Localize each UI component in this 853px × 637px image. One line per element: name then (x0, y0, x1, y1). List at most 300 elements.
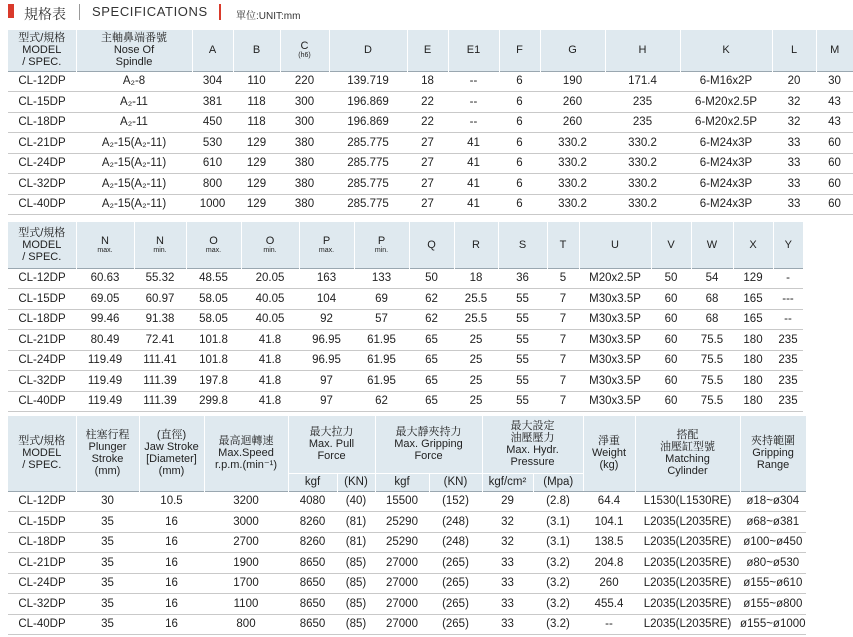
table-cell: 65 (409, 350, 454, 371)
table-cell: 97 (299, 371, 354, 392)
table-cell: 55 (498, 289, 547, 310)
table-cell: 380 (280, 194, 329, 215)
table-cell: 6 (499, 133, 540, 154)
column-header (299, 222, 354, 268)
table-cell: 62 (409, 309, 454, 330)
table-cell: 62 (354, 391, 409, 412)
table-cell: 50 (409, 268, 454, 289)
table-cell: 33 (772, 174, 816, 195)
table-cell: 6-M24x3P (680, 174, 772, 195)
header-subtext: max. (205, 246, 222, 254)
header-text: M (830, 44, 840, 57)
table-cell: 16 (139, 553, 204, 574)
table-row (8, 512, 806, 533)
table-cell: (248) (429, 512, 482, 533)
header-text: 最大設定 (510, 420, 555, 433)
table-cell: 165 (733, 289, 773, 310)
table-cell: 330.2 (605, 153, 680, 174)
header-max-hydr-pressure (482, 416, 583, 473)
table-cell: 33 (772, 194, 816, 215)
table-cell: 119.49 (76, 350, 134, 371)
column-header (733, 222, 773, 268)
column-header (772, 30, 816, 71)
table-cell: -- (448, 71, 499, 92)
table-cell: 25290 (375, 532, 429, 553)
table-cell: 330.2 (540, 153, 605, 174)
table-cell: 68 (691, 289, 733, 310)
table-cell: 197.8 (186, 371, 241, 392)
table-cell: 33 (482, 553, 533, 574)
table-cell: 330.2 (605, 194, 680, 215)
table-cell: 165 (733, 309, 773, 330)
table-cell: 111.39 (134, 371, 186, 392)
header-max-pull-force (288, 416, 375, 473)
header-text: P (377, 234, 386, 247)
header-text: Plunger (88, 441, 127, 454)
table-cell: 61.95 (354, 330, 409, 351)
table-cell: 6 (499, 92, 540, 113)
header-text: A (208, 44, 217, 57)
table-cell: (81) (337, 532, 375, 553)
table-cell: 35 (76, 594, 139, 615)
table-cell: (265) (429, 573, 482, 594)
table-cell: 32 (482, 512, 533, 533)
table-cell: 25.5 (454, 309, 498, 330)
table-cell: 111.41 (134, 350, 186, 371)
table-cell: 190 (540, 71, 605, 92)
table-cell: 60 (816, 153, 853, 174)
column-header (407, 30, 448, 71)
table-row (8, 594, 806, 615)
model-cell: CL-18DP (8, 309, 76, 330)
spec-table-performance (8, 416, 806, 635)
header-text: 最高迴轉速 (218, 435, 274, 448)
table-cell: 50 (651, 268, 691, 289)
table-cell: 30 (76, 491, 139, 512)
table-cell: 60 (651, 309, 691, 330)
table-cell: L1530(L1530RE) (635, 491, 740, 512)
model-cell: CL-18DP (8, 532, 76, 553)
table-cell: 285.775 (329, 153, 407, 174)
table-cell: 55 (498, 391, 547, 412)
table-cell: 72.41 (134, 330, 186, 351)
header-text: R (472, 238, 480, 251)
table-cell: 330.2 (605, 174, 680, 195)
table-cell: 6 (499, 112, 540, 133)
table-cell: 25 (454, 391, 498, 412)
table-cell: 64.4 (583, 491, 635, 512)
table-cell: 299.8 (186, 391, 241, 412)
header-text: 最大靜夾持力 (395, 426, 462, 439)
table-cell: 69 (354, 289, 409, 310)
header-text: 型式/規格 (18, 32, 66, 45)
table-header-row (8, 222, 803, 268)
table-cell: 55.32 (134, 268, 186, 289)
table-cell: (85) (337, 573, 375, 594)
table-cell: 60.97 (134, 289, 186, 310)
table-cell: (85) (337, 614, 375, 635)
header-text: Gripping (752, 447, 794, 460)
header-text: MODEL (22, 447, 62, 460)
header-text: E1 (466, 44, 481, 57)
header-text: V (667, 238, 675, 251)
table-cell: M30x3.5P (579, 391, 651, 412)
table-cell: 8650 (288, 594, 337, 615)
title-divider-accent (219, 4, 221, 20)
header-unit-mpa: (Mpa) (533, 473, 583, 491)
table-cell: ø18~ø304 (740, 491, 806, 512)
header-subtext: max. (97, 246, 113, 254)
header-text: / SPEC. (22, 459, 62, 472)
table-cell: 92 (299, 309, 354, 330)
table-cell: M30x3.5P (579, 330, 651, 351)
table-cell: 6-M20x2.5P (680, 112, 772, 133)
table-cell: 8650 (288, 553, 337, 574)
table-cell: L2035(L2035RE) (635, 594, 740, 615)
column-header (499, 30, 540, 71)
table-cell: 41 (448, 194, 499, 215)
header-subtext: min. (263, 246, 277, 254)
table-cell: 60 (651, 289, 691, 310)
model-cell: CL-21DP (8, 553, 76, 574)
table-cell: A₂-15(A₂-11) (76, 174, 192, 195)
table-cell: ø155~ø1000 (740, 614, 806, 635)
table-cell: 285.775 (329, 133, 407, 154)
table-cell: 330.2 (540, 174, 605, 195)
model-cell: CL-12DP (8, 491, 76, 512)
table-cell: 285.775 (329, 194, 407, 215)
table-cell: 65 (409, 371, 454, 392)
table-cell: 6-M24x3P (680, 153, 772, 174)
table-cell: 27000 (375, 573, 429, 594)
model-cell: CL-40DP (8, 194, 76, 215)
column-header (605, 30, 680, 71)
column-header (816, 30, 853, 71)
table-cell: 260 (540, 92, 605, 113)
header-text: Max. Hydr. (506, 444, 559, 457)
table-cell: 65 (409, 391, 454, 412)
table-cell: (265) (429, 614, 482, 635)
table-cell: 27000 (375, 594, 429, 615)
table-cell: 380 (280, 133, 329, 154)
table-row (8, 133, 853, 154)
table-cell: 25 (454, 330, 498, 351)
model-cell: CL-15DP (8, 512, 76, 533)
table-cell: 7 (547, 289, 579, 310)
table-row (8, 553, 806, 574)
table-cell: 180 (733, 391, 773, 412)
header-text: E (423, 44, 432, 57)
table-cell: (85) (337, 553, 375, 574)
title-en: SPECIFICATIONS (92, 4, 208, 19)
header-text: 型式/規格 (18, 435, 66, 448)
header-subtext: (h6) (298, 52, 311, 60)
header-text: 夾持範圍 (751, 435, 796, 448)
table-cell: 16 (139, 594, 204, 615)
table-cell: 138.5 (583, 532, 635, 553)
table-cell: 33 (772, 153, 816, 174)
table-row (8, 491, 806, 512)
table-cell: (3.1) (533, 512, 583, 533)
table-row (8, 391, 803, 412)
column-header (651, 222, 691, 268)
header-text: Spindle (115, 56, 153, 69)
table-cell: 180 (733, 330, 773, 351)
table-cell: 300 (280, 92, 329, 113)
table-cell: 3000 (204, 512, 288, 533)
column-header (76, 30, 192, 71)
table-cell: 7 (547, 330, 579, 351)
table-cell: A₂-8 (76, 71, 192, 92)
column-header (329, 30, 407, 71)
table-cell: M30x3.5P (579, 309, 651, 330)
table-cell: 6 (499, 71, 540, 92)
table-cell: 57 (354, 309, 409, 330)
table-cell: 41.8 (241, 330, 299, 351)
column-header (280, 30, 329, 71)
table-cell: 96.95 (299, 330, 354, 351)
header-text: O (265, 234, 275, 247)
table-cell: 1000 (192, 194, 233, 215)
model-cell: CL-24DP (8, 573, 76, 594)
table-cell: 65 (409, 330, 454, 351)
table-cell: 235 (605, 92, 680, 113)
table-row (8, 92, 853, 113)
model-cell: CL-32DP (8, 174, 76, 195)
header-weight (583, 416, 635, 491)
model-cell: CL-21DP (8, 330, 76, 351)
table-cell: 22 (407, 92, 448, 113)
table-cell: 60 (816, 174, 853, 195)
header-text: 油壓缸型號 (660, 441, 715, 454)
table-cell: 33 (772, 133, 816, 154)
column-header (680, 30, 772, 71)
model-cell: CL-24DP (8, 153, 76, 174)
table-cell: 41.8 (241, 350, 299, 371)
table-cell: 55 (498, 309, 547, 330)
table-cell: 69.05 (76, 289, 134, 310)
table-cell: 235 (773, 350, 803, 371)
table-cell: A₂-15(A₂-11) (76, 153, 192, 174)
header-text: Force (317, 450, 346, 463)
table-cell: 3200 (204, 491, 288, 512)
table-cell: 27 (407, 174, 448, 195)
table-cell: 163 (299, 268, 354, 289)
table-cell: 25.5 (454, 289, 498, 310)
table-cell: 455.4 (583, 594, 635, 615)
table-row (8, 614, 806, 635)
table-cell: 18 (407, 71, 448, 92)
table-cell: 40.05 (241, 289, 299, 310)
table-cell: 610 (192, 153, 233, 174)
table-cell: 35 (76, 532, 139, 553)
table-row (8, 112, 853, 133)
table-cell: (40) (337, 491, 375, 512)
table-cell: 8650 (288, 573, 337, 594)
table-cell: 7 (547, 350, 579, 371)
table-cell: 5 (547, 268, 579, 289)
column-header (241, 222, 299, 268)
table-cell: L2035(L2035RE) (635, 573, 740, 594)
table-cell: 91.38 (134, 309, 186, 330)
table-cell: 97 (299, 391, 354, 412)
table-cell: 25 (454, 371, 498, 392)
table-cell: 330.2 (605, 133, 680, 154)
table-cell: 330.2 (540, 133, 605, 154)
table-cell: (152) (429, 491, 482, 512)
header-text: 型式/規格 (18, 226, 66, 239)
header-text: Q (427, 238, 436, 251)
table-cell: 43 (816, 92, 853, 113)
title-divider (79, 4, 80, 20)
table-cell: 381 (192, 92, 233, 113)
column-header (8, 222, 76, 268)
table-cell: 22 (407, 112, 448, 133)
table-cell: 54 (691, 268, 733, 289)
table-cell: 139.719 (329, 71, 407, 92)
header-text: MODEL (22, 44, 62, 57)
table-cell: 16 (139, 614, 204, 635)
table-cell: 75.5 (691, 391, 733, 412)
table-cell: (248) (429, 532, 482, 553)
column-header (691, 222, 733, 268)
table-cell: 41 (448, 174, 499, 195)
table-cell: -- (448, 92, 499, 113)
table-cell: 27 (407, 133, 448, 154)
header-text: X (749, 238, 757, 251)
table-cell: 196.869 (329, 92, 407, 113)
header-text: MODEL (22, 238, 62, 251)
table-row (8, 330, 803, 351)
header-unit-kgf: kgf (375, 473, 429, 491)
header-text: Max. Gripping (394, 438, 463, 451)
table-cell: 80.49 (76, 330, 134, 351)
table-cell: 55 (498, 330, 547, 351)
table-cell: (3.2) (533, 553, 583, 574)
table-cell: ø80~ø530 (740, 553, 806, 574)
table-cell: 800 (192, 174, 233, 195)
table-cell: 304 (192, 71, 233, 92)
header-matching-cylinder (635, 416, 740, 491)
header-text: Max.Speed (218, 447, 274, 460)
table-cell: 60 (651, 391, 691, 412)
table-cell: 119.49 (76, 371, 134, 392)
table-row (8, 309, 803, 330)
header-text: 主軸鼻端番號 (101, 32, 167, 45)
table-cell: 133 (354, 268, 409, 289)
table-cell: (3.1) (533, 532, 583, 553)
table-cell: (85) (337, 594, 375, 615)
column-header (186, 222, 241, 268)
header-text: Stroke (91, 453, 124, 466)
column-header (134, 222, 186, 268)
header-text: (mm) (158, 465, 185, 478)
table-cell: 129 (233, 153, 280, 174)
header-unit-kn: (KN) (337, 473, 375, 491)
table-cell: 27 (407, 194, 448, 215)
column-header (540, 30, 605, 71)
table-cell: M30x3.5P (579, 371, 651, 392)
table-cell: 101.8 (186, 350, 241, 371)
table-cell: M20x2.5P (579, 268, 651, 289)
header-text: Jaw Stroke (144, 441, 199, 454)
header-text: F (516, 44, 523, 57)
header-text: / SPEC. (22, 56, 62, 69)
model-cell: CL-12DP (8, 268, 76, 289)
table-cell: 6-M24x3P (680, 194, 772, 215)
header-text: L (790, 44, 798, 57)
table-cell: ø155~ø610 (740, 573, 806, 594)
table-cell: 60.63 (76, 268, 134, 289)
table-cell: 6 (499, 194, 540, 215)
header-max-gripping-force (375, 416, 482, 473)
table-cell: 33 (482, 594, 533, 615)
table-cell: 43 (816, 112, 853, 133)
table-cell: 33 (482, 573, 533, 594)
model-cell: CL-18DP (8, 112, 76, 133)
table-cell: 55 (498, 371, 547, 392)
table-cell: 16 (139, 532, 204, 553)
header-text: 搭配 (676, 429, 699, 442)
header-unit-kgf-cm2: kgf/cm² (482, 473, 533, 491)
header-text: 最大拉力 (309, 426, 354, 439)
model-cell: CL-12DP (8, 71, 76, 92)
column-header (354, 222, 409, 268)
header-subtext: max. (318, 246, 335, 254)
model-cell: CL-40DP (8, 614, 76, 635)
table-cell: 18 (454, 268, 498, 289)
table-cell: 204.8 (583, 553, 635, 574)
table-cell: 40.05 (241, 309, 299, 330)
table-cell: 118 (233, 92, 280, 113)
table-cell: 180 (733, 350, 773, 371)
table-cell: 8650 (288, 614, 337, 635)
table-cell: 220 (280, 71, 329, 92)
table-cell: 16 (139, 573, 204, 594)
header-text: B (252, 44, 261, 57)
header-text: 淨重 (598, 435, 620, 448)
table-cell: 30 (816, 71, 853, 92)
table-cell: 6-M16x2P (680, 71, 772, 92)
header-text: Cylinder (667, 465, 708, 478)
table-cell: M30x3.5P (579, 289, 651, 310)
table-cell: (265) (429, 553, 482, 574)
table-row (8, 153, 853, 174)
table-cell: 4080 (288, 491, 337, 512)
table-cell: 129 (733, 268, 773, 289)
table-cell: (265) (429, 594, 482, 615)
table-cell: A₂-11 (76, 112, 192, 133)
table-cell: 27000 (375, 553, 429, 574)
header-text: D (364, 44, 372, 57)
table-cell: 8260 (288, 512, 337, 533)
header-text: Pressure (510, 456, 555, 469)
table-cell: 41 (448, 133, 499, 154)
header-text: (直徑) (156, 429, 187, 442)
table-cell: 62 (409, 289, 454, 310)
column-header (8, 30, 76, 71)
header-max-speed (204, 416, 288, 491)
header-model (8, 416, 76, 491)
table-cell: 104 (299, 289, 354, 310)
model-cell: CL-15DP (8, 92, 76, 113)
header-text: / SPEC. (22, 250, 62, 263)
table-cell: 60 (816, 194, 853, 215)
table-row (8, 289, 803, 310)
model-cell: CL-24DP (8, 350, 76, 371)
table-cell: M30x3.5P (579, 350, 651, 371)
header-text: K (722, 44, 730, 57)
